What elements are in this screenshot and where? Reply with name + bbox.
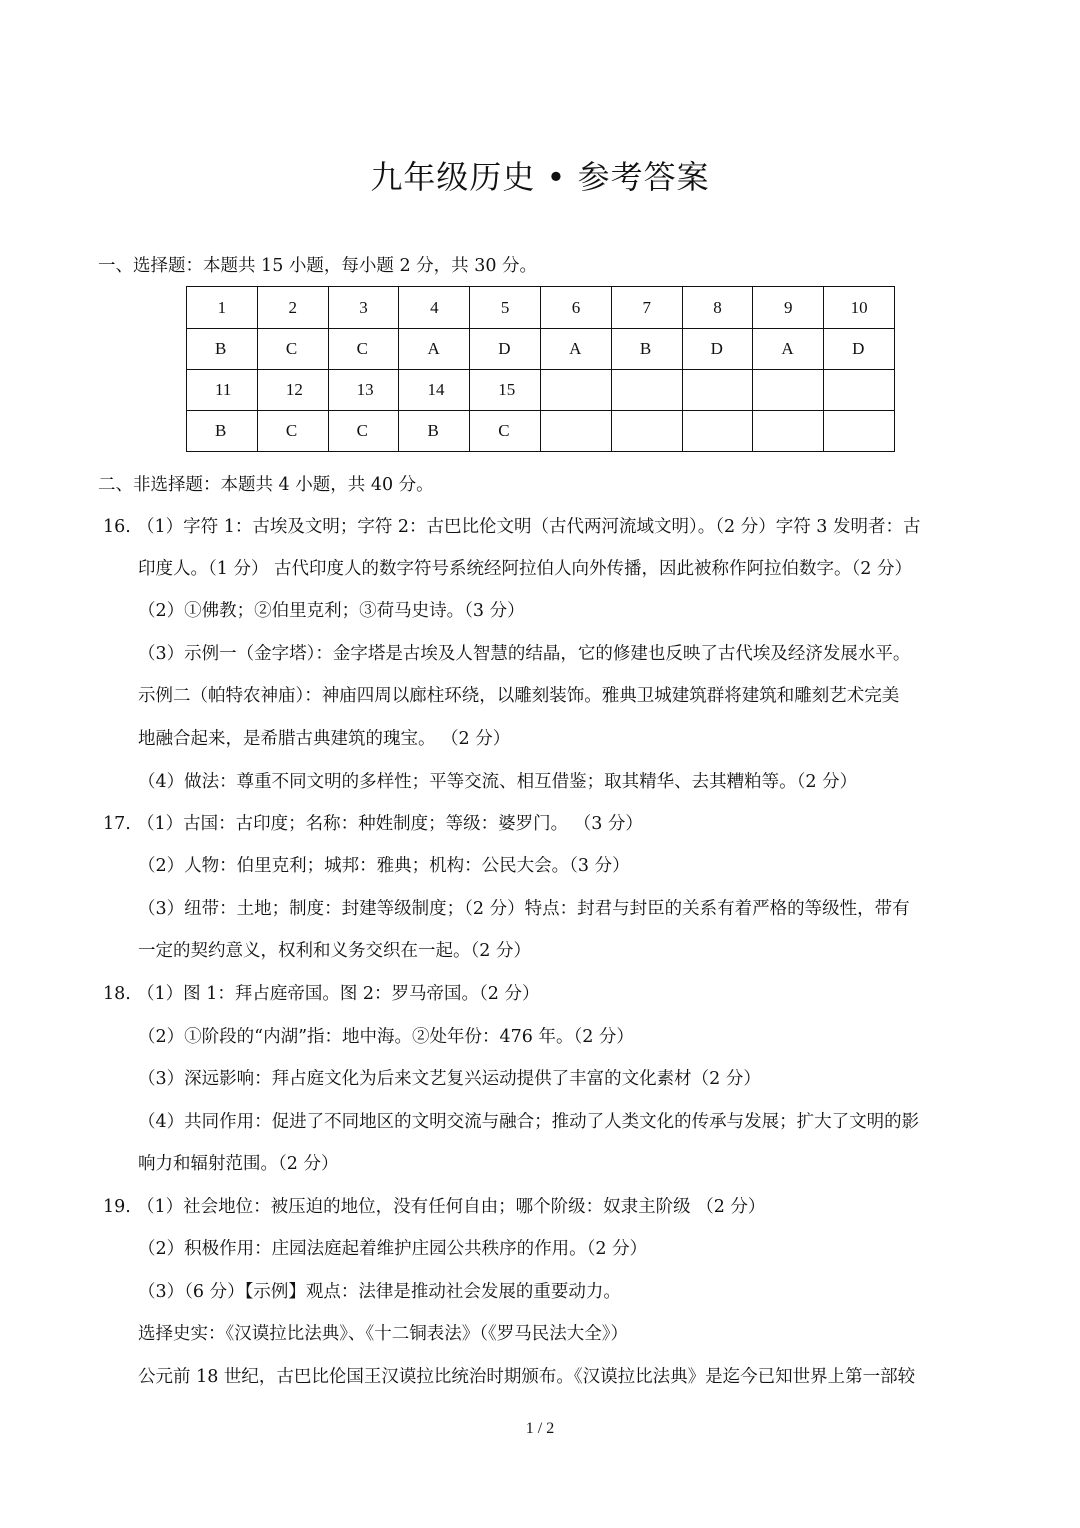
q17-text: （1）古国：古印度；名称：种姓制度；等级：婆罗门。 （3 分） — [137, 814, 643, 834]
question-number-cell: 3 — [328, 287, 399, 329]
question-number-cell: 10 — [824, 287, 895, 329]
answer-cell: B — [611, 329, 682, 370]
answer-cell: C — [257, 411, 328, 452]
q19-text: （1）社会地位：被压迫的地位，没有任何自由；哪个阶级：奴隶主阶级 （2 分） — [137, 1197, 766, 1217]
empty-cell — [682, 370, 753, 411]
answer-cell: C — [470, 411, 541, 452]
question-number-cell: 12 — [257, 370, 328, 411]
question-number-cell: 6 — [541, 287, 612, 329]
q16-line-3: （2）①佛教；②伯里克利；③荷马史诗。（3 分） — [138, 601, 525, 621]
q17-number: 17. — [103, 814, 131, 834]
q19-line-5: 公元前 18 世纪，古巴比伦国王汉谟拉比统治时期颁布。《汉谟拉比法典》是迄今已知世界上第一部较 — [138, 1367, 916, 1387]
answer-cell: D — [470, 329, 541, 370]
q19-line-1 — [103, 1199, 765, 1217]
q17-line-2: （2）人物：伯里克利；城邦：雅典；机构：公民大会。（3 分） — [138, 856, 630, 876]
q16-line-4: （3）示例一（金字塔）：金字塔是古埃及人智慧的结晶，它的修建也反映了古代埃及经济发展水平。 — [138, 644, 911, 664]
q18-line-3: （3）深远影响：拜占庭文化为后来文艺复兴运动提供了丰富的文化素材（2 分） — [138, 1069, 761, 1089]
question-number-cell: 2 — [257, 287, 328, 329]
q16-text: （1）字符 1：古埃及文明；字符 2：古巴比伦文明（古代两河流域文明）。（2 分）字符 3 发明者：古 — [137, 517, 921, 537]
empty-cell — [682, 411, 753, 452]
answer-cell: B — [187, 329, 258, 370]
q17-line-4: 一定的契约意义，权利和义务交织在一起。（2 分） — [138, 941, 531, 961]
question-number-cell: 5 — [470, 287, 541, 329]
q17-line-1 — [103, 816, 643, 834]
q18-line-4: （4）共同作用：促进了不同地区的文明交流与融合；推动了人类文化的传承与发展；扩大了文明的影 — [138, 1112, 920, 1132]
question-number-cell: 11 — [187, 370, 258, 411]
empty-cell — [541, 411, 612, 452]
empty-cell — [753, 411, 824, 452]
empty-cell — [824, 411, 895, 452]
section-1-heading: 一、选择题：本题共 15 小题，每小题 2 分，共 30 分。 — [98, 256, 538, 276]
q18-line-2: （2）①阶段的“内湖”指：地中海。②处年份：476 年。（2 分） — [138, 1027, 634, 1047]
empty-cell — [611, 370, 682, 411]
q18-text: （1）图 1：拜占庭帝国。图 2：罗马帝国。（2 分） — [137, 984, 540, 1004]
answer-cell: C — [257, 329, 328, 370]
q18-number: 18. — [103, 984, 131, 1004]
answer-table-row — [187, 329, 895, 370]
q18-line-5: 响力和辐射范围。（2 分） — [138, 1154, 339, 1174]
answer-cell: D — [824, 329, 895, 370]
page-number: 1 / 2 — [525, 1420, 555, 1437]
q16-line-1 — [103, 519, 920, 537]
q19-number: 19. — [103, 1197, 131, 1217]
q17-line-3: （3）纽带：土地；制度：封建等级制度；（2 分）特点：封君与封臣的关系有着严格的等级性，带有 — [138, 899, 910, 919]
answer-cell: C — [328, 411, 399, 452]
question-number-cell: 14 — [399, 370, 470, 411]
question-number-cell: 13 — [328, 370, 399, 411]
answer-cell: A — [753, 329, 824, 370]
q16-line-2: 印度人。（1 分） 古代印度人的数字符号系统经阿拉伯人向外传播，因此被称作阿拉伯数字。（2 分） — [138, 559, 912, 579]
empty-cell — [541, 370, 612, 411]
question-number-cell: 15 — [470, 370, 541, 411]
page-title: 九年级历史 • 参考答案 — [370, 158, 710, 196]
answer-cell: D — [682, 329, 753, 370]
answer-table-row — [187, 287, 895, 329]
question-number-cell: 1 — [187, 287, 258, 329]
q19-line-3: （3）（6 分）【示例】观点：法律是推动社会发展的重要动力。 — [138, 1282, 621, 1302]
answer-cell: B — [187, 411, 258, 452]
q16-line-7: （4）做法：尊重不同文明的多样性；平等交流、相互借鉴；取其精华、去其糟粕等。（2 分） — [138, 772, 858, 792]
q19-line-2: （2）积极作用：庄园法庭起着维护庄园公共秩序的作用。（2 分） — [138, 1239, 648, 1259]
empty-cell — [611, 411, 682, 452]
empty-cell — [824, 370, 895, 411]
q16-line-6: 地融合起来，是希腊古典建筑的瑰宝。 （2 分） — [138, 729, 511, 749]
answer-cell: C — [328, 329, 399, 370]
answer-table-row — [187, 370, 895, 411]
empty-cell — [753, 370, 824, 411]
question-number-cell: 4 — [399, 287, 470, 329]
answer-cell: A — [399, 329, 470, 370]
answer-table — [186, 286, 895, 452]
q19-line-4: 选择史实：《汉谟拉比法典》、《十二铜表法》（《罗马民法大全》） — [138, 1324, 628, 1344]
section-2-heading: 二、非选择题：本题共 4 小题，共 40 分。 — [98, 475, 434, 495]
question-number-cell: 9 — [753, 287, 824, 329]
question-number-cell: 7 — [611, 287, 682, 329]
answer-cell: B — [399, 411, 470, 452]
q18-line-1 — [103, 986, 539, 1004]
question-number-cell: 8 — [682, 287, 753, 329]
answer-table-row — [187, 411, 895, 452]
answer-cell: A — [541, 329, 612, 370]
q16-line-5: 示例二（帕特农神庙）：神庙四周以廊柱环绕，以雕刻装饰。雅典卫城建筑群将建筑和雕刻艺术完美 — [138, 686, 900, 706]
q16-number: 16. — [103, 517, 131, 537]
